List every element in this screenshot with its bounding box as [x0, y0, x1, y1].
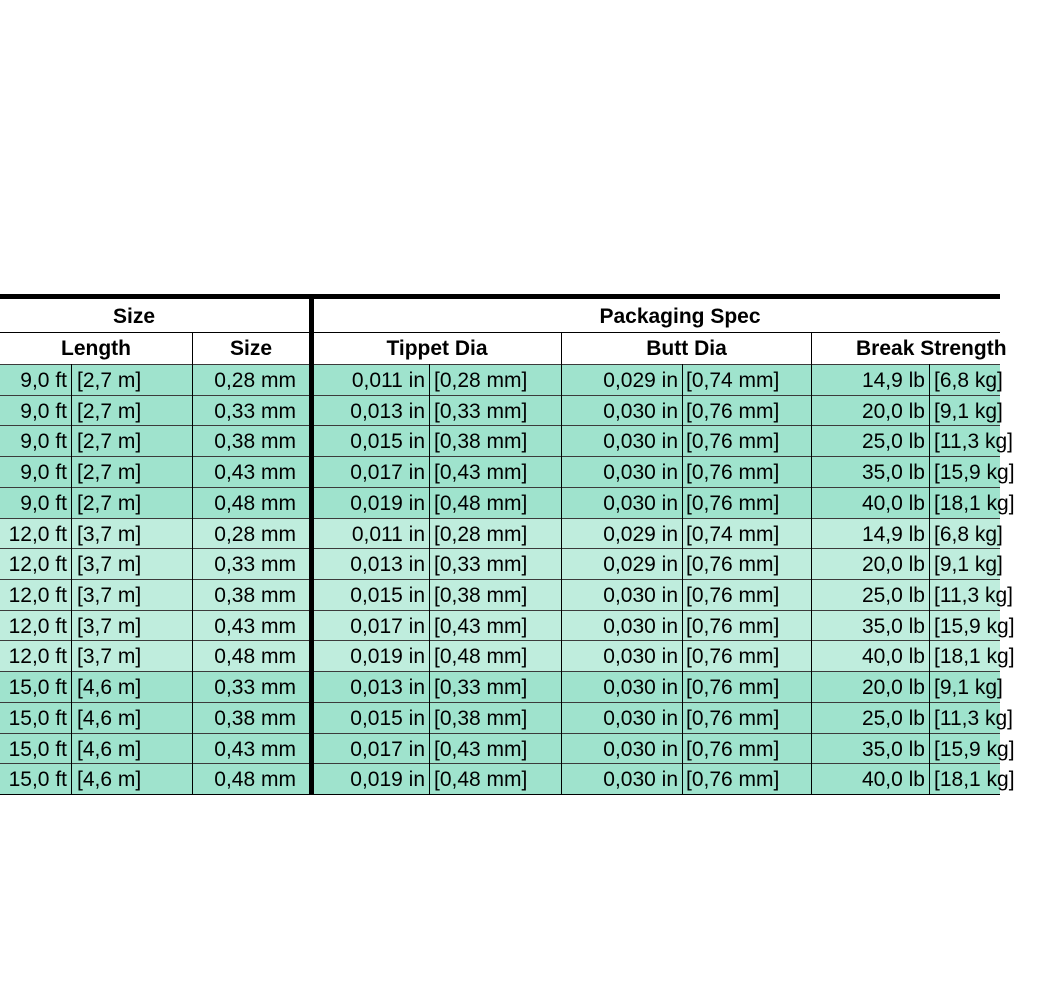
cell-butt-mm: [0,74 mm]	[686, 522, 780, 546]
cell-length-m: [4,6 m]	[77, 737, 142, 761]
cell-tippet-mm: [0,33 mm]	[434, 553, 528, 577]
cell-tippet-in: 0,019 in	[350, 645, 425, 669]
cell-break-lb: 14,9 lb	[861, 369, 925, 392]
cell-size: 0,38 mm	[214, 706, 296, 730]
cell-length-ft: 15,0 ft	[8, 706, 67, 730]
cell-tippet-mm: [0,48 mm]	[434, 768, 528, 792]
cell-length-ft: 12,0 ft	[8, 584, 67, 607]
column-header-length: Length	[61, 337, 131, 360]
group-header-row	[0, 299, 1000, 333]
cell-tippet-in: 0,017 in	[350, 461, 425, 485]
column-divider	[811, 333, 812, 795]
cell-length-m: [3,7 m]	[77, 645, 142, 669]
cell-break-lb: 35,0 lb	[861, 614, 925, 638]
cell-tippet-mm: [0,38 mm]	[434, 706, 528, 730]
cell-break-lb: 40,0 lb	[861, 768, 925, 792]
cell-size: 0,28 mm	[214, 522, 296, 546]
table-row	[0, 610, 1015, 641]
cell-tippet-mm: [0,33 mm]	[434, 399, 528, 423]
cell-break-kg: [11,3 kg]	[934, 430, 1013, 454]
cell-butt-in: 0,030 in	[603, 676, 678, 700]
cell-butt-in: 0,030 in	[603, 614, 678, 638]
cell-break-kg: [15,9 kg]	[934, 461, 1015, 485]
cell-butt-in: 0,030 in	[603, 645, 678, 669]
cell-break-lb: 25,0 lb	[861, 584, 925, 607]
cell-tippet-in: 0,017 in	[350, 614, 425, 638]
table-row	[0, 456, 1015, 487]
cell-length-m: [3,7 m]	[77, 522, 142, 546]
cell-length-m: [3,7 m]	[77, 614, 142, 638]
cell-butt-in: 0,030 in	[603, 706, 678, 730]
cell-break-lb: 25,0 lb	[861, 706, 925, 730]
cell-length-m: [2,7 m]	[77, 369, 142, 392]
cell-butt-in: 0,030 in	[603, 768, 678, 792]
cell-length-ft: 15,0 ft	[8, 676, 67, 700]
column-header-break-strength: Break Strength	[856, 337, 1007, 360]
cell-break-kg: [6,8 kg]	[934, 369, 1003, 392]
cell-tippet-mm: [0,28 mm]	[434, 522, 528, 546]
cell-size: 0,48 mm	[214, 491, 296, 515]
cell-length-ft: 9,0 ft	[20, 430, 67, 454]
cell-length-ft: 12,0 ft	[8, 522, 67, 546]
table-row	[0, 487, 1015, 518]
cell-length-m: [4,6 m]	[77, 676, 142, 700]
cell-tippet-mm: [0,43 mm]	[434, 614, 528, 638]
cell-tippet-mm: [0,43 mm]	[434, 737, 528, 761]
cell-length-m: [2,7 m]	[77, 399, 142, 423]
column-header-row	[0, 333, 1007, 364]
cell-butt-in: 0,030 in	[603, 430, 678, 454]
cell-tippet-in: 0,011 in	[351, 522, 425, 546]
cell-break-kg: [18,1 kg]	[934, 491, 1015, 515]
cell-break-lb: 25,0 lb	[861, 430, 925, 454]
cell-size: 0,33 mm	[214, 553, 296, 577]
cell-break-lb: 14,9 lb	[861, 522, 925, 546]
cell-butt-mm: [0,76 mm]	[686, 614, 780, 638]
cell-tippet-in: 0,015 in	[350, 430, 425, 454]
column-header-tippet-dia: Tippet Dia	[386, 337, 488, 360]
section-divider	[309, 296, 314, 795]
cell-length-ft: 9,0 ft	[20, 491, 67, 515]
cell-length-ft: 15,0 ft	[8, 768, 67, 792]
cell-tippet-mm: [0,43 mm]	[434, 461, 528, 485]
cell-size: 0,48 mm	[214, 768, 296, 792]
table-row	[0, 671, 1003, 702]
cell-break-kg: [18,1 kg]	[934, 645, 1015, 669]
cell-butt-in: 0,029 in	[603, 369, 678, 392]
cell-butt-mm: [0,76 mm]	[686, 645, 780, 669]
cell-break-lb: 20,0 lb	[861, 399, 925, 423]
column-header-size: Size	[229, 337, 273, 360]
cell-tippet-mm: [0,38 mm]	[434, 430, 528, 454]
cell-length-m: [3,7 m]	[77, 584, 142, 607]
cell-break-kg: [9,1 kg]	[934, 676, 1003, 700]
cell-length-ft: 12,0 ft	[8, 614, 67, 638]
table-row	[0, 763, 1015, 794]
cell-tippet-in: 0,015 in	[350, 706, 425, 730]
column-divider	[561, 333, 562, 795]
cell-size: 0,28 mm	[214, 369, 296, 392]
cell-divider	[429, 364, 430, 795]
cell-break-kg: [11,3 kg]	[934, 706, 1013, 730]
cell-butt-mm: [0,76 mm]	[686, 676, 780, 700]
cell-divider	[682, 364, 683, 795]
cell-tippet-in: 0,019 in	[350, 491, 425, 515]
table-row	[0, 548, 1003, 579]
cell-break-kg: [18,1 kg]	[934, 768, 1015, 792]
cell-break-lb: 35,0 lb	[861, 737, 925, 761]
cell-break-kg: [9,1 kg]	[934, 399, 1003, 423]
cell-tippet-mm: [0,38 mm]	[434, 584, 528, 607]
cell-break-kg: [6,8 kg]	[934, 522, 1003, 546]
cell-break-kg: [15,9 kg]	[934, 614, 1015, 638]
cell-length-m: [4,6 m]	[77, 768, 142, 792]
cell-tippet-in: 0,013 in	[350, 553, 425, 577]
cell-break-lb: 20,0 lb	[861, 553, 925, 577]
cell-butt-mm: [0,76 mm]	[686, 737, 780, 761]
cell-tippet-mm: [0,28 mm]	[434, 369, 528, 392]
cell-butt-in: 0,029 in	[603, 553, 678, 577]
cell-divider	[71, 364, 72, 795]
cell-length-ft: 9,0 ft	[20, 399, 67, 423]
table-row	[0, 518, 1003, 549]
cell-tippet-mm: [0,33 mm]	[434, 676, 528, 700]
cell-butt-mm: [0,76 mm]	[686, 491, 780, 515]
cell-tippet-in: 0,011 in	[351, 369, 425, 392]
table-row	[0, 733, 1015, 764]
cell-break-lb: 35,0 lb	[861, 461, 925, 485]
cell-size: 0,43 mm	[214, 737, 296, 761]
cell-butt-mm: [0,74 mm]	[686, 369, 780, 392]
cell-tippet-in: 0,013 in	[350, 676, 425, 700]
cell-butt-in: 0,029 in	[603, 522, 678, 546]
group-header-packaging-spec: Packaging Spec	[599, 305, 761, 328]
cell-size: 0,33 mm	[214, 399, 296, 423]
cell-size: 0,38 mm	[214, 430, 296, 454]
cell-size: 0,43 mm	[214, 461, 296, 485]
cell-length-ft: 12,0 ft	[8, 645, 67, 669]
table-row	[0, 579, 1013, 610]
cell-break-kg: [9,1 kg]	[934, 553, 1003, 577]
cell-divider	[929, 364, 930, 795]
cell-butt-in: 0,030 in	[603, 461, 678, 485]
cell-break-kg: [11,3 kg]	[934, 584, 1013, 607]
cell-butt-mm: [0,76 mm]	[686, 399, 780, 423]
cell-length-ft: 12,0 ft	[8, 553, 67, 577]
cell-size: 0,38 mm	[214, 584, 296, 607]
cell-butt-mm: [0,76 mm]	[686, 706, 780, 730]
cell-length-m: [2,7 m]	[77, 430, 142, 454]
cell-size: 0,48 mm	[214, 645, 296, 669]
cell-butt-mm: [0,76 mm]	[686, 768, 780, 792]
cell-size: 0,33 mm	[214, 676, 296, 700]
cell-length-ft: 9,0 ft	[20, 369, 67, 392]
cell-tippet-in: 0,015 in	[350, 584, 425, 607]
cell-length-m: [2,7 m]	[77, 491, 142, 515]
cell-butt-mm: [0,76 mm]	[686, 553, 780, 577]
cell-butt-in: 0,030 in	[603, 737, 678, 761]
cell-length-m: [3,7 m]	[77, 553, 142, 577]
cell-tippet-in: 0,019 in	[350, 768, 425, 792]
cell-butt-mm: [0,76 mm]	[686, 430, 780, 454]
cell-butt-in: 0,030 in	[603, 584, 678, 607]
cell-butt-in: 0,030 in	[603, 399, 678, 423]
cell-break-lb: 40,0 lb	[861, 645, 925, 669]
group-header-size: Size	[112, 305, 156, 328]
cell-tippet-mm: [0,48 mm]	[434, 491, 528, 515]
table-row	[0, 425, 1013, 456]
cell-break-lb: 20,0 lb	[861, 676, 925, 700]
column-header-butt-dia: Butt Dia	[646, 337, 727, 360]
table-row	[0, 364, 1003, 395]
cell-butt-in: 0,030 in	[603, 491, 678, 515]
cell-break-kg: [15,9 kg]	[934, 737, 1015, 761]
column-divider	[192, 333, 193, 795]
cell-butt-mm: [0,76 mm]	[686, 584, 780, 607]
cell-break-lb: 40,0 lb	[861, 491, 925, 515]
cell-size: 0,43 mm	[214, 614, 296, 638]
cell-tippet-in: 0,017 in	[350, 737, 425, 761]
cell-butt-mm: [0,76 mm]	[686, 461, 780, 485]
table-row	[0, 640, 1015, 671]
table-row	[0, 395, 1003, 426]
cell-tippet-mm: [0,48 mm]	[434, 645, 528, 669]
table-row	[0, 702, 1013, 733]
table-bottom-rule	[0, 794, 1000, 795]
cell-length-ft: 15,0 ft	[8, 737, 67, 761]
cell-length-m: [2,7 m]	[77, 461, 142, 485]
cell-length-ft: 9,0 ft	[20, 461, 67, 485]
cell-tippet-in: 0,013 in	[350, 399, 425, 423]
cell-length-m: [4,6 m]	[77, 706, 142, 730]
